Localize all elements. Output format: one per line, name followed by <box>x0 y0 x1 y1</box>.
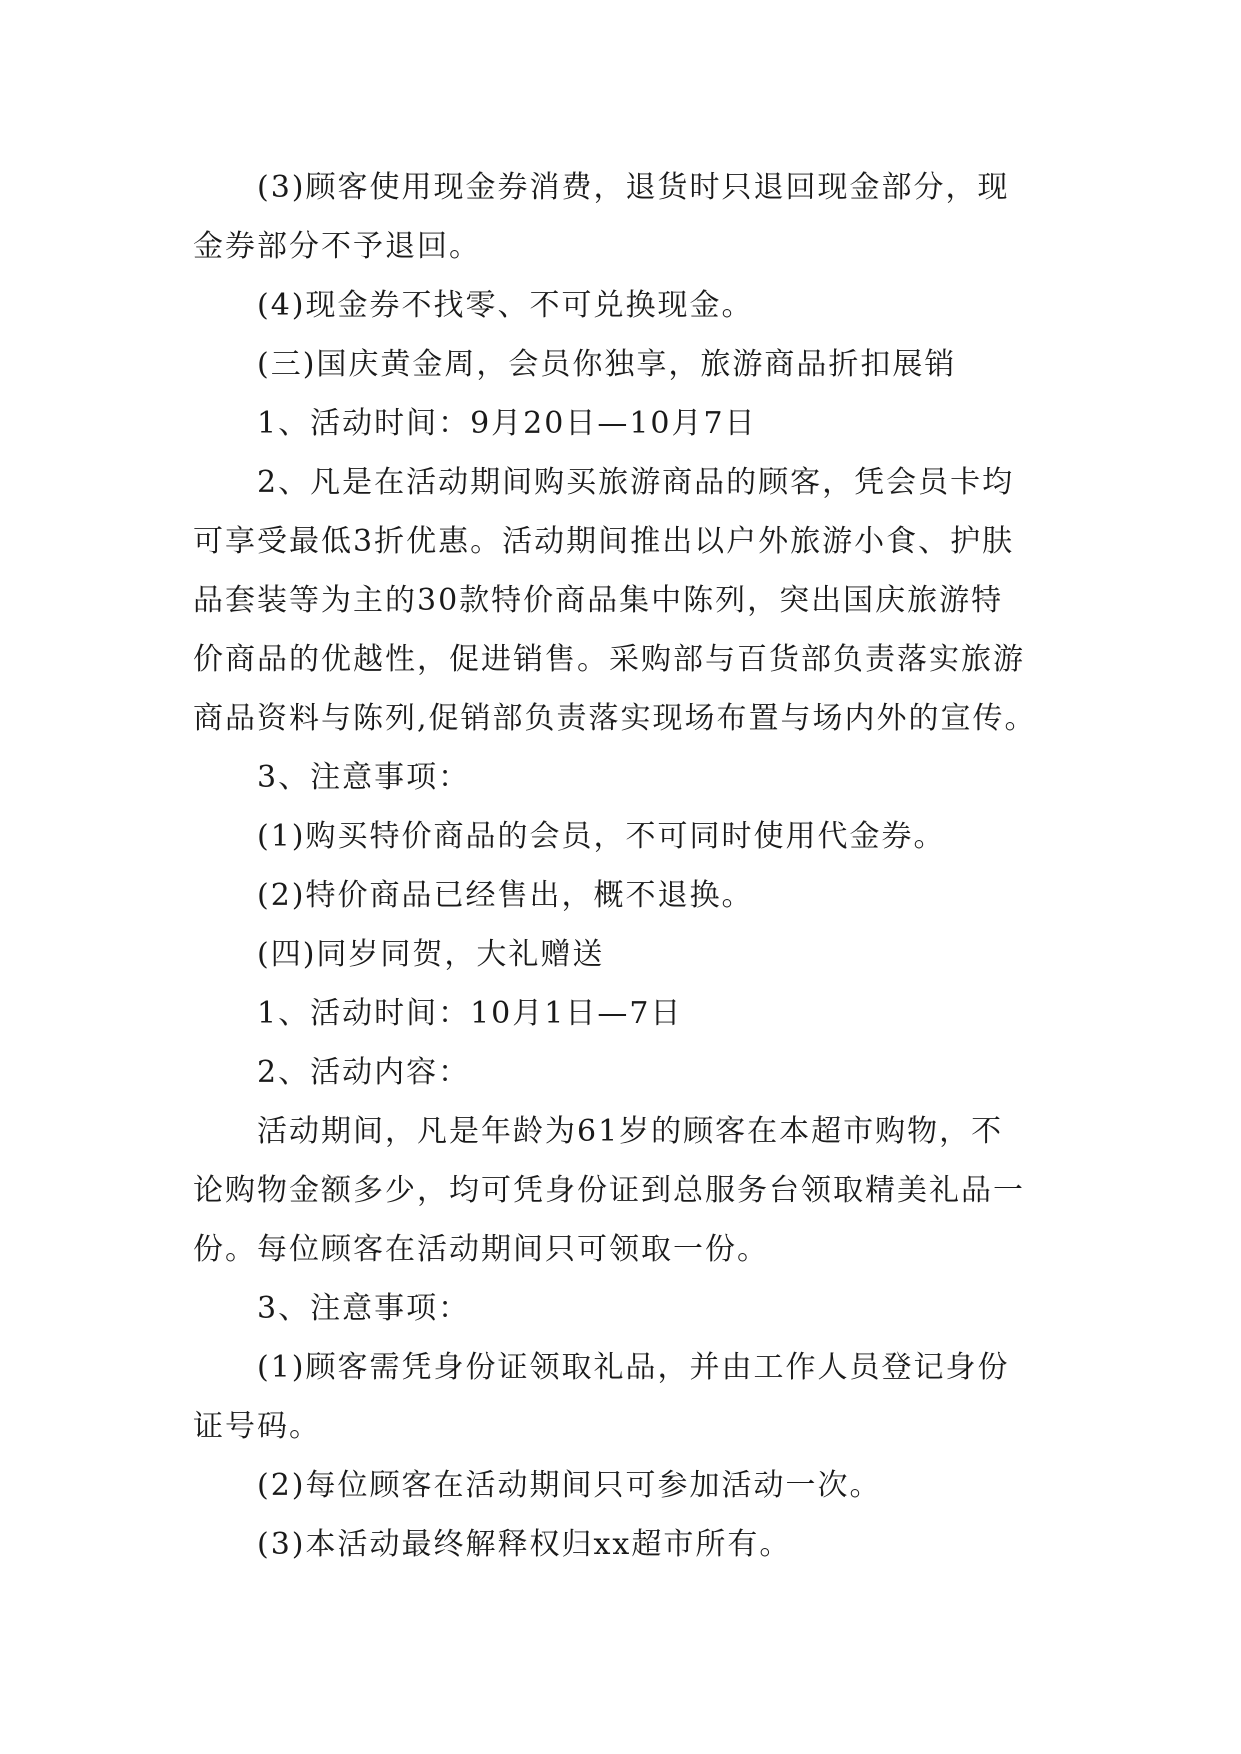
paragraph-notes-heading-2 <box>193 1279 1053 1338</box>
text-line: 2、活动内容： <box>257 1055 471 1090</box>
text-line: (3)顾客使用现金券消费，退货时只退回现金部分，现 <box>257 170 1010 205</box>
paragraph-gift-details <box>193 1102 1053 1279</box>
text-line: 3、注意事项： <box>257 760 471 795</box>
text-line: 3、注意事项： <box>257 1291 471 1326</box>
section-heading-golden-week <box>193 335 1053 394</box>
paragraph-activity-content-heading <box>193 1043 1053 1102</box>
text-line: 论购物金额多少，均可凭身份证到总服务台领取精美礼品一 <box>193 1173 1025 1208</box>
text-line: 2、凡是在活动期间购买旅游商品的顾客，凭会员卡均 <box>257 465 1015 500</box>
text-line: 1、活动时间：10月1日—7日 <box>257 996 683 1031</box>
text-line: 品套装等为主的30款特价商品集中陈列，突出国庆旅游特 <box>193 583 1004 618</box>
paragraph-travel-goods-discount <box>193 453 1053 748</box>
paragraph-activity-time-2 <box>193 984 1053 1043</box>
text-line: (4)现金券不找零、不可兑换现金。 <box>257 288 754 323</box>
text-line: 证号码。 <box>193 1409 321 1444</box>
text-line: (3)本活动最终解释权归xx超市所有。 <box>257 1527 792 1562</box>
text-line: (2)特价商品已经售出，概不退换。 <box>257 878 754 913</box>
paragraph-final-interpretation <box>193 1515 1053 1574</box>
text-line: 份。每位顾客在活动期间只可领取一份。 <box>193 1232 769 1267</box>
paragraph-no-voucher <box>193 807 1053 866</box>
paragraph-no-change <box>193 276 1053 335</box>
paragraph-cash-voucher-return <box>193 158 1053 276</box>
text-line: 商品资料与陈列,促销部负责落实现场布置与场内外的宣传。 <box>193 701 1037 736</box>
document-body <box>193 158 1053 1574</box>
text-line: 价商品的优越性，促进销售。采购部与百货部负责落实旅游 <box>193 642 1025 677</box>
paragraph-no-return <box>193 866 1053 925</box>
text-line: 可享受最低3折优惠。活动期间推出以户外旅游小食、护肤 <box>193 524 1015 559</box>
paragraph-activity-time <box>193 394 1053 453</box>
text-line: (1)购买特价商品的会员，不可同时使用代金券。 <box>257 819 946 854</box>
text-line: (三)国庆黄金周，会员你独享，旅游商品折扣展销 <box>257 347 957 382</box>
text-line: (四)同岁同贺，大礼赠送 <box>257 937 605 972</box>
text-line: (2)每位顾客在活动期间只可参加活动一次。 <box>257 1468 882 1503</box>
paragraph-once-only <box>193 1456 1053 1515</box>
text-line: 活动期间，凡是年龄为61岁的顾客在本超市购物，不 <box>257 1114 1004 1149</box>
paragraph-notes-heading <box>193 748 1053 807</box>
text-line: (1)顾客需凭身份证领取礼品，并由工作人员登记身份 <box>257 1350 1010 1385</box>
text-line: 1、活动时间：9月20日—10月7日 <box>257 406 757 441</box>
text-line: 金券部分不予退回。 <box>193 229 481 264</box>
paragraph-id-registration <box>193 1338 1053 1456</box>
section-heading-same-age <box>193 925 1053 984</box>
